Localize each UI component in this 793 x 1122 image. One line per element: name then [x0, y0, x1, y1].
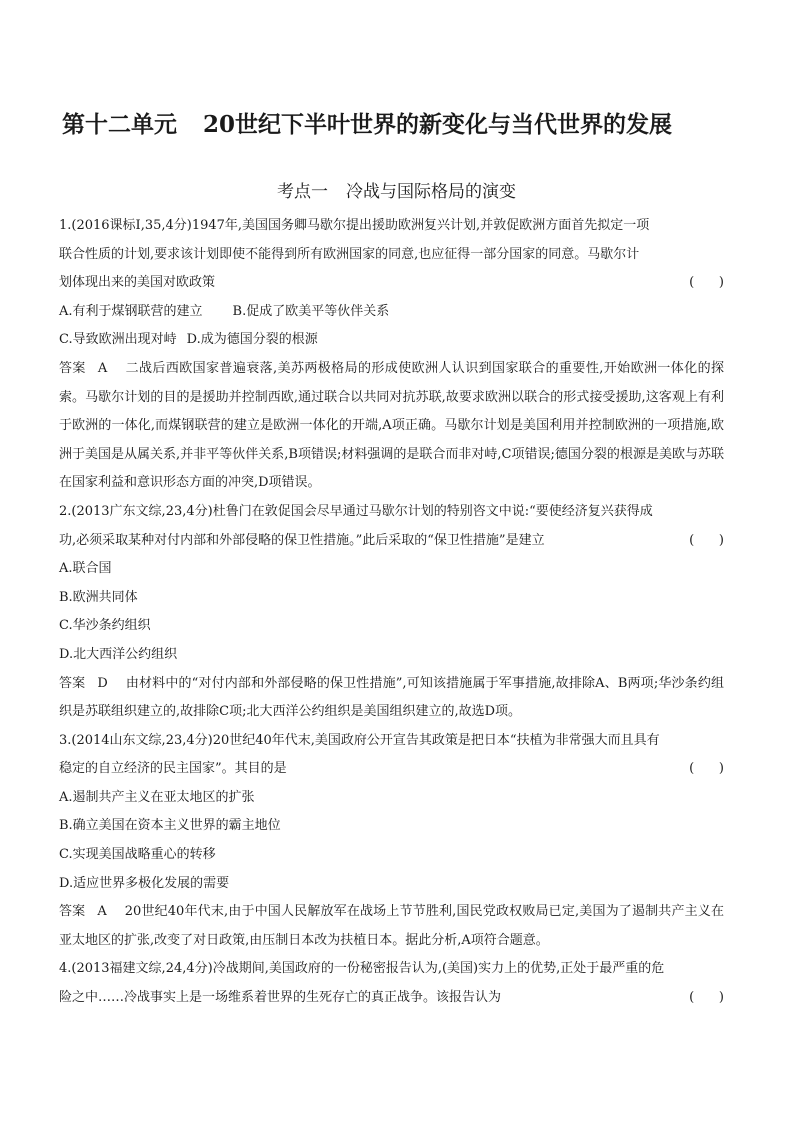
answer-label: 答案 — [59, 360, 86, 376]
question-stem-line: 险之中……冷战事实上是一场维系着世界的生死存亡的真正战争。该报告认为 — [59, 990, 502, 1006]
option-d: D.成为德国分裂的根源 — [186, 332, 318, 348]
answer-label: 答案 — [59, 675, 86, 691]
answer-bracket: ( ) — [689, 761, 724, 777]
unit-title-text: 20世纪下半叶世界的新变化与当代世界的发展 — [203, 111, 673, 138]
question-2 — [59, 498, 724, 727]
answer-key: A — [97, 360, 108, 376]
answer-block — [59, 898, 724, 955]
question-1 — [59, 212, 724, 498]
question-stem-line: 联合性质的计划,要求该计划即使不能得到所有欧洲国家的同意,也应征得一部分国家的同意。马歇尔计 — [59, 246, 640, 262]
option-a: A.有利于煤钢联营的建立 — [59, 303, 203, 319]
answer-key: A — [97, 904, 107, 920]
option-c: C.导致欧洲出现对峙 — [59, 332, 177, 348]
unit-title-number: 第十二单元 — [62, 111, 177, 138]
unit-title — [62, 108, 762, 142]
options-row — [59, 326, 724, 355]
option-c: C.华沙条约组织 — [59, 618, 151, 634]
option-b: B.促成了欧美平等伙伴关系 — [232, 303, 390, 319]
option-d: D.适应世界多极化发展的需要 — [59, 875, 230, 891]
answer-key: D — [97, 675, 108, 691]
answer-block — [59, 355, 724, 498]
options-row — [59, 298, 724, 327]
option-c: C.实现美国战略重心的转移 — [59, 847, 216, 863]
question-stem-line: 1.(2016课标Ⅰ,35,4分)1947年,美国国务卿马歇尔提出援助欧洲复兴计划,并敦促欧洲方面首先拟定一项 — [59, 218, 650, 233]
option-a: A.联合国 — [59, 561, 112, 577]
answer-bracket: ( ) — [689, 275, 724, 291]
option-a: A.遏制共产主义在亚太地区的扩张 — [59, 789, 255, 805]
question-stem-line: 划体现出来的美国对欧政策 — [59, 275, 216, 291]
question-stem-line: 2.(2013广东文综,23,4分)杜鲁门在敦促国会尽早通过马歇尔计划的特别咨文中说:“要使经济复兴获得成 — [59, 503, 653, 519]
question-3 — [59, 727, 724, 956]
answer-explanation: 20世纪40年代末,由于中国人民解放军在战场上节节胜利,国民党政权败局已定,美国为了遏制共产主义在亚太地区的扩张,改变了对日政策,由压制日本改为扶植日本。据此分析,A项符合题意。 — [59, 904, 724, 948]
answer-block — [59, 670, 724, 727]
question-list — [59, 212, 724, 1013]
answer-explanation: 由材料中的“对付内部和外部侵略的保卫性措施”,可知该措施属于军事措施,故排除A、B两项;华沙条约组织是苏联组织建立的,故排除C项;北大西洋公约组织是美国组织建立的,故选D项。 — [59, 675, 724, 720]
question-4 — [59, 955, 724, 1012]
answer-bracket: ( ) — [689, 990, 724, 1006]
option-d: D.北大西洋公约组织 — [59, 646, 178, 662]
section-title-number: 考点一 — [277, 182, 328, 202]
question-stem-line: 3.(2014山东文综,23,4分)20世纪40年代末,美国政府公开宣告其政策是把日本“扶植为非常强大而且具有 — [59, 732, 660, 748]
answer-label: 答案 — [59, 904, 86, 920]
question-stem-line: 4.(2013福建文综,24,4分)冷战期间,美国政府的一份秘密报告认为,(美国)实力上的优势,正处于最严重的危 — [59, 961, 665, 977]
answer-explanation: 二战后西欧国家普遍衰落,美苏两极格局的形成使欧洲人认识到国家联合的重要性,开始欧洲一体化的探索。马歇尔计划的目的是援助并控制西欧,通过联合以共同对抗苏联,故要求欧洲以联合的形式接受援助,这客观上有利于欧洲的一体化,而煤钢联营的建立是欧洲一体化的开端,A项正确。马歇尔计划是美国利用并控制欧洲的一项措施,欧洲于美国是从属关系,并非平等伙伴关系,B项错误;材料强调的是联合而非对峙,C项错误;德国分裂的根源是美欧与苏联在国家利益和意识形态方面的冲突,D项错误。 — [59, 360, 724, 491]
option-b: B.欧洲共同体 — [59, 589, 138, 605]
question-stem-line: 稳定的自立经济的民主国家”。其目的是 — [59, 761, 287, 777]
option-b: B.确立美国在资本主义世界的霸主地位 — [59, 818, 281, 834]
section-title-text: 冷战与国际格局的演变 — [346, 182, 516, 202]
section-title — [0, 178, 793, 206]
answer-bracket: ( ) — [689, 532, 724, 548]
question-stem-line: 功,必须采取某种对付内部和外部侵略的保卫性措施。”此后采取的“保卫性措施”是建立 — [59, 532, 545, 548]
